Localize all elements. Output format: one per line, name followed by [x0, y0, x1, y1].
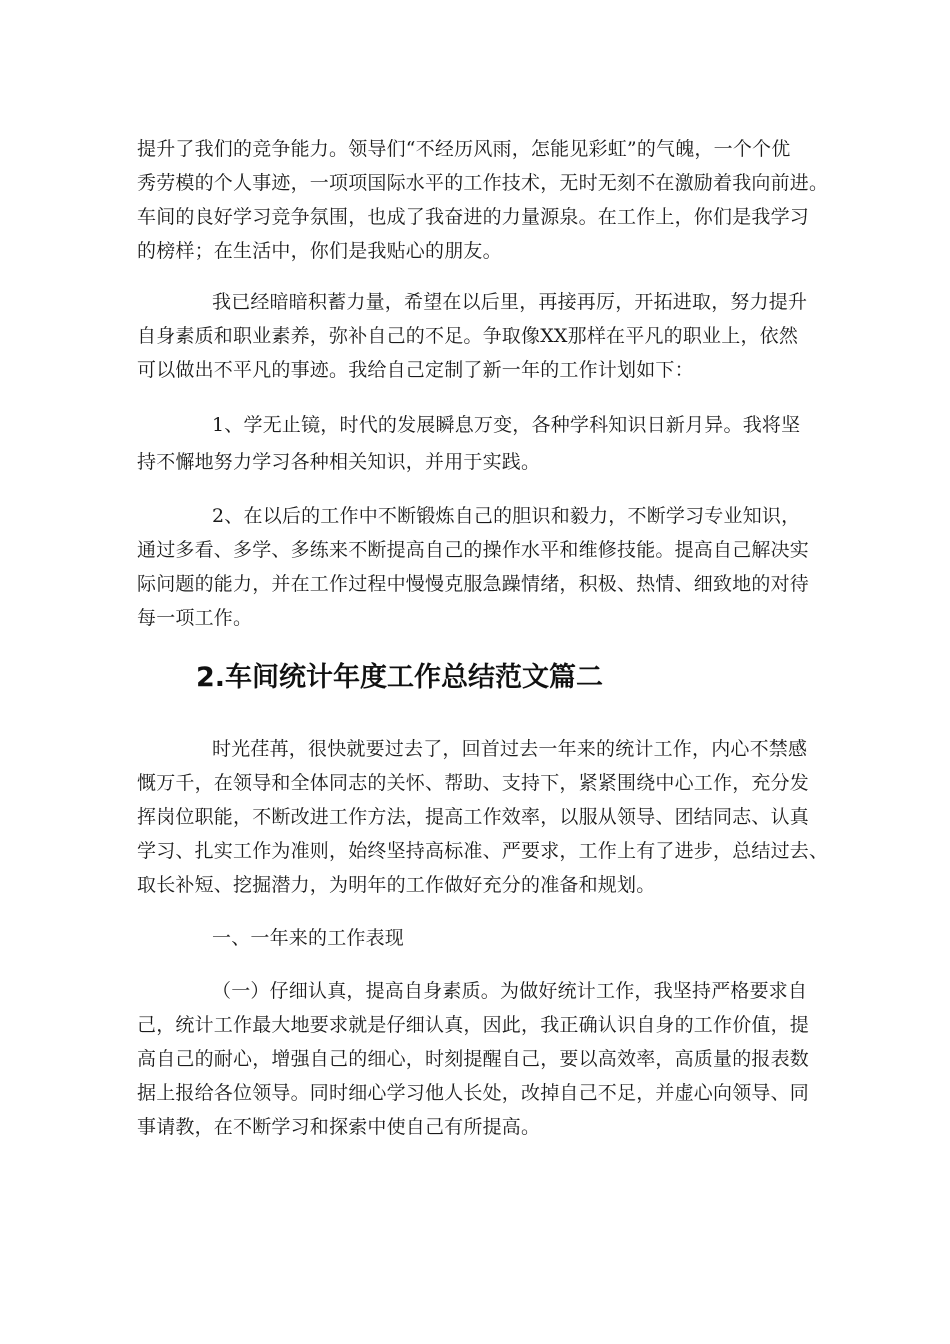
paragraph-4-line-2: 通过多看、多学、多练来不断提高自己的操作水平和维修技能。提高自己解决实 — [137, 539, 810, 561]
paragraph-1-line-2: 秀劳模的个人事迹，一项项国际水平的工作技术，无时无刻不在激励着我向前进。 — [137, 172, 829, 194]
paragraph-7-line-4: 据上报给各位领导。同时细心学习他人长处，改掉自己不足，并虚心向领导、同 — [137, 1082, 810, 1104]
paragraph-6-line-1: 一、一年来的工作表现 — [212, 927, 405, 949]
paragraph-7-line-5: 事请教，在不断学习和探索中使自己有所提高。 — [137, 1116, 541, 1138]
paragraph-4-line-4: 每一项工作。 — [137, 607, 253, 629]
paragraph-7-line-1: （一）仔细认真，提高自身素质。为做好统计工作，我坚持严格要求自 — [212, 980, 808, 1002]
paragraph-4-line-1: 2、在以后的工作中不断锻炼自己的胆识和毅力，不断学习专业知识， — [212, 505, 801, 527]
paragraph-3-line-1: 1、学无止镜，时代的发展瞬息万变，各种学科知识日新月异。我将坚 — [212, 414, 801, 436]
paragraph-5-line-3: 挥岗位职能，不断改进工作方法，提高工作效率，以服从领导、团结同志、认真 — [137, 806, 810, 828]
paragraph-4-line-3: 际问题的能力，并在工作过程中慢慢克服急躁情绪，积极、热情、细致地的对待 — [137, 573, 810, 595]
paragraph-2-line-2: 自身素质和职业素养，弥补自己的不足。争取像XX那样在平凡的职业上，依然 — [137, 325, 799, 347]
paragraph-3-line-2: 持不懈地努力学习各种相关知识，并用于实践。 — [137, 451, 541, 473]
paragraph-7-line-3: 高自己的耐心，增强自己的细心，时刻提醒自己，要以高效率，高质量的报表数 — [137, 1048, 810, 1070]
paragraph-1-line-1: 提升了我们的竞争能力。领导们“不经历风雨，怎能见彩虹”的气魄，一个个优 — [137, 138, 791, 160]
paragraph-7-line-2: 己，统计工作最大地要求就是仔细认真，因此，我正确认识自身的工作价值，提 — [137, 1014, 810, 1036]
section-heading: 2.车间统计年度工作总结范文篇二 — [196, 662, 604, 693]
paragraph-5-line-1: 时光荏苒，很快就要过去了，回首过去一年来的统计工作，内心不禁感 — [212, 738, 808, 760]
paragraph-5-line-2: 慨万千，在领导和全体同志的关怀、帮助、支持下，紧紧围绕中心工作，充分发 — [137, 772, 810, 794]
paragraph-1-line-4: 的榜样；在生活中，你们是我贴心的朋友。 — [137, 240, 502, 262]
paragraph-2-line-1: 我已经暗暗积蓄力量，希望在以后里，再接再厉，开拓进取，努力提升 — [212, 291, 808, 313]
paragraph-5-line-4: 学习、扎实工作为准则，始终坚持高标准、严要求，工作上有了进步，总结过去、 — [137, 840, 829, 862]
paragraph-5-line-5: 取长补短、挖掘潜力，为明年的工作做好充分的准备和规划。 — [137, 874, 656, 896]
paragraph-2-line-3: 可以做出不平凡的事迹。我给自己定制了新一年的工作计划如下： — [137, 359, 694, 381]
paragraph-1-line-3: 车间的良好学习竞争氛围，也成了我奋进的力量源泉。在工作上，你们是我学习 — [137, 206, 810, 228]
